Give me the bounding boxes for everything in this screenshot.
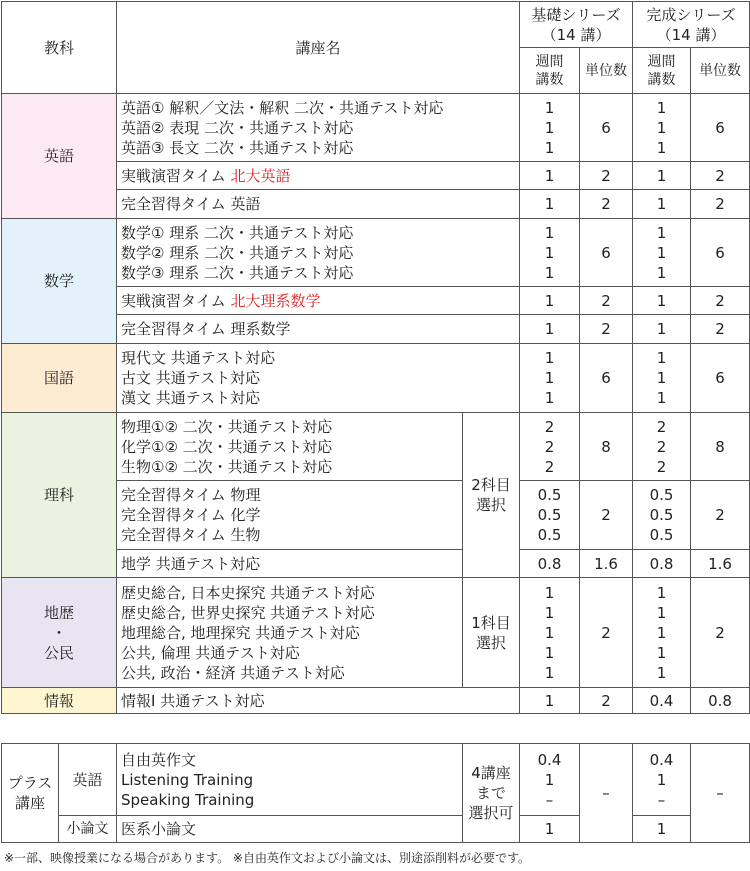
math-main-courses: 数学① 理系 二次・共通テスト対応 数学② 理系 二次・共通テスト対応 数学③ 理系 二次・共通テスト対応 — [117, 219, 520, 287]
science-main-courses: 物理①② 二次・共通テスト対応 化学①② 二次・共通テスト対応 生物①② 二次・共通テスト対応 — [117, 413, 463, 481]
plus-final-units: – — [691, 744, 750, 843]
science-basic-units: 8 — [580, 413, 633, 481]
header-course-name: 講座名 — [117, 2, 520, 94]
plus-english-final-weekly: 0.4 1 – — [633, 744, 691, 816]
info-final-units: 0.8 — [691, 688, 750, 714]
header-basic-weekly: 週間 講数 — [520, 48, 580, 94]
japanese-courses: 現代文 共通テスト対応 古文 共通テスト対応 漢文 共通テスト対応 — [117, 344, 520, 413]
science-mastery-basic-weekly: 0.5 0.5 0.5 — [520, 481, 580, 550]
subject-english: 英語 — [2, 94, 117, 219]
header-final-series: 完成シリーズ （14 講） — [633, 2, 750, 48]
english-basic-units: 6 — [580, 94, 633, 162]
math-mastery-basic-units: 2 — [580, 315, 633, 344]
science-earth-basic-units: 1.6 — [580, 550, 633, 578]
math-mastery-final-units: 2 — [691, 315, 750, 344]
science-earth-final-units: 1.6 — [691, 550, 750, 578]
plus-label: プラス 講座 — [2, 744, 59, 843]
social-basic-units: 2 — [580, 578, 633, 688]
math-mastery-final-weekly: 1 — [633, 315, 691, 344]
social-basic-weekly: 1 1 1 1 1 — [520, 578, 580, 688]
plus-english-subject: 英語 — [59, 744, 117, 816]
science-earth-final-weekly: 0.8 — [633, 550, 691, 578]
header-final-units: 単位数 — [691, 48, 750, 94]
english-basic-weekly: 1 1 1 — [520, 94, 580, 162]
science-select-note: 2科目 選択 — [463, 413, 520, 578]
science-mastery-basic-units: 2 — [580, 481, 633, 550]
english-practice-basic-weekly: 1 — [520, 162, 580, 190]
english-final-units: 6 — [691, 94, 750, 162]
math-practice-final-units: 2 — [691, 287, 750, 315]
english-mastery-final-weekly: 1 — [633, 190, 691, 219]
hokudai-math-highlight: 北大理系数学 — [230, 291, 321, 310]
science-basic-weekly: 2 2 2 — [520, 413, 580, 481]
math-practice-final-weekly: 1 — [633, 287, 691, 315]
english-mastery-final-units: 2 — [691, 190, 750, 219]
plus-english-courses: 自由英作文 Listening Training Speaking Training — [117, 744, 463, 816]
japanese-final-weekly: 1 1 1 — [633, 344, 691, 413]
english-mastery-basic-units: 2 — [580, 190, 633, 219]
english-practice-course: 実戦演習タイム 北大英語 — [117, 162, 520, 190]
social-final-weekly: 1 1 1 1 1 — [633, 578, 691, 688]
science-mastery-courses: 完全習得タイム 物理 完全習得タイム 化学 完全習得タイム 生物 — [117, 481, 463, 550]
math-basic-units: 6 — [580, 219, 633, 287]
math-mastery-basic-weekly: 1 — [520, 315, 580, 344]
science-earth-basic-weekly: 0.8 — [520, 550, 580, 578]
plus-essay-course: 医系小論文 — [117, 816, 463, 843]
info-course: 情報Ⅰ 共通テスト対応 — [117, 688, 520, 714]
plus-essay-subject: 小論文 — [59, 816, 117, 843]
math-practice-course: 実戦演習タイム 北大理系数学 — [117, 287, 520, 315]
info-basic-weekly: 1 — [520, 688, 580, 714]
english-mastery-basic-weekly: 1 — [520, 190, 580, 219]
math-practice-basic-units: 2 — [580, 287, 633, 315]
plus-basic-units: – — [580, 744, 633, 843]
subject-info: 情報 — [2, 688, 117, 714]
plus-english-basic-weekly: 0.4 1 – — [520, 744, 580, 816]
subject-science: 理科 — [2, 413, 117, 578]
hokudai-english-highlight: 北大英語 — [230, 166, 291, 185]
plus-essay-final-weekly: 1 — [633, 816, 691, 843]
science-mastery-final-weekly: 0.5 0.5 0.5 — [633, 481, 691, 550]
english-main-courses: 英語① 解釈／文法・解釈 二次・共通テスト対応 英語② 表現 二次・共通テスト対応 英語③ 長文 二次・共通テスト対応 — [117, 94, 520, 162]
subject-social: 地歴 ・ 公民 — [2, 578, 117, 688]
english-practice-basic-units: 2 — [580, 162, 633, 190]
english-practice-final-weekly: 1 — [633, 162, 691, 190]
science-mastery-final-units: 2 — [691, 481, 750, 550]
info-basic-units: 2 — [580, 688, 633, 714]
header-final-weekly: 週間 講数 — [633, 48, 691, 94]
math-practice-basic-weekly: 1 — [520, 287, 580, 315]
japanese-final-units: 6 — [691, 344, 750, 413]
social-final-units: 2 — [691, 578, 750, 688]
social-select-note: 1科目 選択 — [463, 578, 520, 688]
subject-japanese: 国語 — [2, 344, 117, 413]
japanese-basic-weekly: 1 1 1 — [520, 344, 580, 413]
english-mastery-course: 完全習得タイム 英語 — [117, 190, 520, 219]
info-final-weekly: 0.4 — [633, 688, 691, 714]
plus-select-note: 4講座 まで 選択可 — [463, 744, 520, 843]
english-practice-final-units: 2 — [691, 162, 750, 190]
subject-math: 数学 — [2, 219, 117, 344]
japanese-basic-units: 6 — [580, 344, 633, 413]
english-final-weekly: 1 1 1 — [633, 94, 691, 162]
math-mastery-course: 完全習得タイム 理系数学 — [117, 315, 520, 344]
header-basic-series: 基礎シリーズ （14 講） — [520, 2, 633, 48]
plus-course-table — [1, 743, 750, 843]
header-basic-units: 単位数 — [580, 48, 633, 94]
science-final-units: 8 — [691, 413, 750, 481]
science-earth-course: 地学 共通テスト対応 — [117, 550, 463, 578]
social-courses: 歴史総合, 日本史探究 共通テスト対応 歴史総合, 世界史探究 共通テスト対応 地理総合, 地理探究 共通テスト対応 公共, 倫理 共通テスト対応 公共, 政治・経済 共通テスト対応 — [117, 578, 463, 688]
math-final-weekly: 1 1 1 — [633, 219, 691, 287]
plus-essay-basic-weekly: 1 — [520, 816, 580, 843]
math-basic-weekly: 1 1 1 — [520, 219, 580, 287]
course-grid — [1, 1, 750, 714]
footnote: ※一部、映像授業になる場合があります。 ※自由英作文および小論文は、別途添削料が必要です。 — [4, 851, 531, 865]
math-final-units: 6 — [691, 219, 750, 287]
header-subject: 教科 — [2, 2, 117, 94]
science-final-weekly: 2 2 2 — [633, 413, 691, 481]
